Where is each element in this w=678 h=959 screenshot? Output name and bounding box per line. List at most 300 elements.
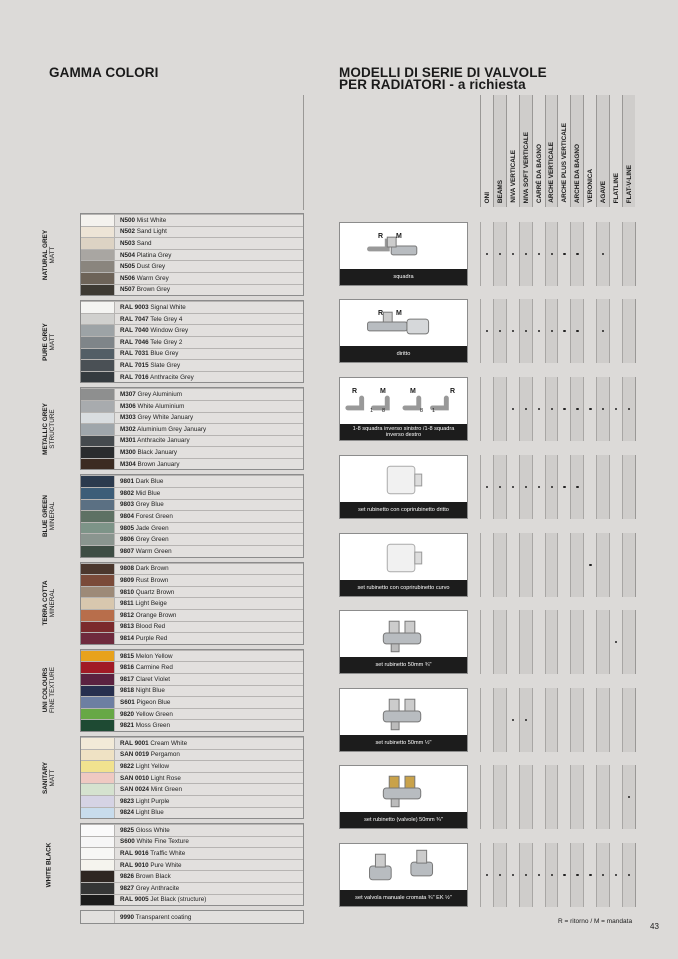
color-label: Quartz Brown bbox=[134, 588, 175, 596]
availability-cell bbox=[532, 610, 545, 674]
availability-cell bbox=[493, 843, 506, 907]
color-label: Jet Black (structure) bbox=[148, 896, 207, 904]
availability-dot bbox=[576, 330, 578, 332]
model-column-header bbox=[622, 95, 635, 207]
availability-cell bbox=[583, 688, 596, 752]
color-code: 9808 bbox=[120, 565, 135, 573]
color-row bbox=[81, 737, 303, 749]
color-row bbox=[81, 301, 303, 313]
color-code: RAL 7016 bbox=[120, 373, 149, 381]
availability-cell bbox=[532, 765, 545, 829]
color-name bbox=[115, 740, 187, 747]
valve-row bbox=[339, 377, 635, 441]
availability-cell bbox=[583, 455, 596, 519]
color-label: Pigeon Blue bbox=[134, 698, 171, 706]
availability-dot bbox=[499, 253, 501, 255]
color-code: 9815 bbox=[120, 652, 135, 660]
availability-dot bbox=[602, 330, 604, 332]
availability-dot bbox=[628, 874, 630, 876]
color-code: RAL 9016 bbox=[120, 850, 149, 858]
model-name: AGAVE bbox=[599, 180, 607, 203]
group-name: SANITARY bbox=[42, 761, 49, 794]
availability-dot bbox=[551, 874, 553, 876]
availability-dot bbox=[512, 330, 514, 332]
color-label: Anthracite Grey bbox=[148, 373, 194, 381]
availability-dot bbox=[563, 253, 565, 255]
availability-cell bbox=[545, 299, 558, 363]
color-swatch bbox=[81, 860, 115, 871]
color-label: Claret Violet bbox=[134, 675, 170, 683]
availability-cell bbox=[583, 533, 596, 597]
availability-dot bbox=[512, 253, 514, 255]
color-name bbox=[115, 490, 160, 497]
availability-cell bbox=[519, 299, 532, 363]
color-swatch bbox=[81, 372, 115, 383]
color-label: Sand bbox=[135, 239, 152, 247]
color-label: Tele Grey 2 bbox=[148, 338, 183, 346]
model-name: NIVA VERTICALE bbox=[509, 150, 517, 203]
table-border bbox=[635, 688, 636, 752]
availability-dot bbox=[563, 874, 565, 876]
group-finish: FINE TEXTURE bbox=[49, 667, 56, 714]
color-group bbox=[42, 300, 304, 383]
color-row bbox=[81, 661, 303, 673]
color-name bbox=[115, 687, 165, 694]
valve-caption: diritto bbox=[340, 346, 467, 362]
availability-cell bbox=[545, 222, 558, 286]
color-swatch bbox=[81, 564, 115, 575]
page-title-colors: GAMMA COLORI bbox=[49, 65, 159, 80]
color-code: 9827 bbox=[120, 884, 135, 892]
color-name bbox=[115, 339, 182, 346]
color-swatch bbox=[81, 261, 115, 272]
availability-dot bbox=[512, 874, 514, 876]
color-row bbox=[81, 400, 303, 412]
color-label: Pure White bbox=[148, 861, 182, 869]
color-code: 9823 bbox=[120, 797, 135, 805]
color-label: Gloss White bbox=[134, 826, 170, 834]
valve-card bbox=[339, 688, 468, 752]
availability-cell bbox=[557, 610, 570, 674]
color-swatch bbox=[81, 401, 115, 412]
valve-caption: set rubinetto 50mm ¾" bbox=[340, 657, 467, 673]
valve-port-label: M bbox=[380, 388, 386, 395]
availability-cell bbox=[519, 765, 532, 829]
color-swatch bbox=[81, 848, 115, 859]
color-label: Transparent coating bbox=[134, 913, 192, 921]
color-code: SAN 0010 bbox=[120, 774, 150, 782]
availability-cell bbox=[480, 688, 493, 752]
color-name bbox=[115, 722, 170, 729]
color-swatch bbox=[81, 500, 115, 511]
valve-port-label: R bbox=[378, 310, 384, 317]
color-label: Blood Red bbox=[134, 623, 166, 631]
availability-dot bbox=[525, 330, 527, 332]
color-name bbox=[115, 461, 180, 468]
availability-cell bbox=[480, 455, 493, 519]
model-name: ARCHE VERTICALE bbox=[548, 142, 556, 203]
model-name: ONI bbox=[483, 191, 491, 203]
valve-caption: set rubinetto con coprirubinetto curvo bbox=[340, 580, 467, 596]
availability-dot bbox=[486, 874, 488, 876]
valve-row bbox=[339, 533, 635, 597]
color-row bbox=[81, 836, 303, 848]
color-code: 9814 bbox=[120, 634, 135, 642]
group-name: BLUE GREEN bbox=[42, 495, 49, 537]
availability-cell bbox=[609, 688, 622, 752]
color-group bbox=[42, 562, 304, 645]
color-name bbox=[115, 403, 184, 410]
color-label: Light Beige bbox=[133, 600, 167, 608]
availability-cell bbox=[545, 843, 558, 907]
color-name bbox=[115, 362, 180, 369]
color-swatch bbox=[81, 273, 115, 284]
availability-cell bbox=[519, 610, 532, 674]
availability-cell bbox=[506, 765, 519, 829]
color-name bbox=[115, 786, 182, 793]
color-code: 9821 bbox=[120, 722, 135, 730]
color-row bbox=[81, 522, 303, 534]
availability-cell bbox=[622, 377, 635, 441]
availability-cell bbox=[622, 688, 635, 752]
valve-image bbox=[340, 223, 467, 271]
color-code: 9990 bbox=[120, 913, 135, 921]
color-row bbox=[81, 475, 303, 487]
valve-size-label: 8 bbox=[382, 408, 386, 414]
availability-cell bbox=[493, 455, 506, 519]
availability-cell bbox=[596, 299, 609, 363]
availability-cell bbox=[493, 610, 506, 674]
valve-port-label: R bbox=[450, 388, 456, 395]
color-name bbox=[115, 525, 169, 532]
valve-caption: 1-8 squadra inverso sinistro /1-8 squadra inverso destro bbox=[340, 424, 467, 440]
color-row bbox=[81, 423, 303, 435]
table-border bbox=[635, 765, 636, 829]
availability-cell bbox=[622, 765, 635, 829]
color-swatch bbox=[81, 911, 115, 923]
model-column-header bbox=[583, 95, 596, 207]
color-label: Cream White bbox=[148, 739, 188, 747]
color-label: Forest Green bbox=[134, 513, 173, 521]
availability-dot bbox=[628, 796, 630, 798]
color-code: 9813 bbox=[120, 623, 135, 631]
color-label: Melon Yellow bbox=[134, 652, 173, 660]
color-row bbox=[81, 412, 303, 424]
table-border bbox=[635, 533, 636, 597]
color-label: Yellow Green bbox=[134, 710, 173, 718]
color-label: Signal White bbox=[148, 303, 186, 311]
color-row bbox=[81, 371, 303, 383]
valve-image bbox=[340, 378, 467, 426]
color-row bbox=[81, 487, 303, 499]
availability-cell bbox=[557, 765, 570, 829]
color-name bbox=[115, 327, 188, 334]
color-swatch bbox=[81, 215, 115, 226]
color-name bbox=[115, 809, 164, 816]
availability-cell bbox=[609, 299, 622, 363]
color-row bbox=[81, 533, 303, 545]
valve-caption: set rubinetto 50mm ½" bbox=[340, 735, 467, 751]
color-label: Purple Red bbox=[134, 634, 168, 642]
color-code: 9816 bbox=[120, 664, 135, 672]
color-label: Mid Blue bbox=[134, 489, 161, 497]
valve-size-label: 8 bbox=[420, 408, 424, 414]
availability-dot bbox=[602, 253, 604, 255]
color-name bbox=[115, 286, 170, 293]
color-swatch bbox=[81, 360, 115, 371]
color-swatch bbox=[81, 720, 115, 731]
color-name bbox=[115, 374, 194, 381]
color-label: Warm Green bbox=[134, 547, 172, 555]
color-label: Window Grey bbox=[148, 327, 189, 335]
availability-cell bbox=[583, 610, 596, 674]
color-row bbox=[81, 783, 303, 795]
color-swatch bbox=[81, 314, 115, 325]
availability-dot bbox=[551, 486, 553, 488]
color-label: Slate Grey bbox=[148, 361, 181, 369]
color-name bbox=[115, 896, 206, 903]
color-swatch bbox=[81, 511, 115, 522]
color-row bbox=[81, 673, 303, 685]
color-row bbox=[81, 749, 303, 761]
color-row bbox=[81, 708, 303, 720]
color-code: M301 bbox=[120, 437, 136, 445]
page-title-valves bbox=[339, 67, 547, 91]
valve-image bbox=[340, 456, 467, 504]
valve-port-label: M bbox=[410, 388, 416, 395]
availability-dot bbox=[486, 330, 488, 332]
availability-dot bbox=[525, 253, 527, 255]
availability-cell bbox=[609, 533, 622, 597]
availability-cell bbox=[493, 377, 506, 441]
color-code: M300 bbox=[120, 449, 136, 457]
availability-dot bbox=[525, 719, 527, 721]
availability-cell bbox=[480, 843, 493, 907]
color-code: 9818 bbox=[120, 687, 135, 695]
color-row bbox=[81, 760, 303, 772]
color-name bbox=[115, 653, 173, 660]
group-name: NATURAL GREY bbox=[42, 229, 49, 280]
color-row bbox=[81, 719, 303, 731]
availability-cell bbox=[596, 610, 609, 674]
color-code: 9825 bbox=[120, 826, 135, 834]
availability-cell bbox=[493, 765, 506, 829]
color-name bbox=[115, 478, 163, 485]
color-label: Pergamon bbox=[149, 751, 180, 759]
availability-cell bbox=[570, 688, 583, 752]
valve-caption: set rubinetto con coprirubinetto dritto bbox=[340, 502, 467, 518]
availability-cell bbox=[583, 222, 596, 286]
model-column-header bbox=[493, 95, 506, 207]
color-row bbox=[81, 685, 303, 697]
availability-cell bbox=[622, 222, 635, 286]
color-code: 9817 bbox=[120, 675, 135, 683]
valve-card bbox=[339, 377, 468, 441]
color-swatch bbox=[81, 587, 115, 598]
valve-row bbox=[339, 843, 635, 907]
color-name bbox=[115, 437, 190, 444]
valve-caption: squadra bbox=[340, 269, 467, 285]
color-label: Brown Black bbox=[134, 873, 171, 881]
color-name bbox=[115, 275, 169, 282]
availability-cell bbox=[557, 688, 570, 752]
color-code: 9803 bbox=[120, 501, 135, 509]
availability-cell bbox=[583, 765, 596, 829]
valve-card bbox=[339, 299, 468, 363]
availability-dot bbox=[563, 408, 565, 410]
color-swatch bbox=[81, 773, 115, 784]
color-swatch bbox=[81, 761, 115, 772]
color-code: M302 bbox=[120, 425, 136, 433]
availability-dot bbox=[589, 874, 591, 876]
color-code: 9801 bbox=[120, 478, 135, 486]
color-name bbox=[115, 827, 170, 834]
color-row bbox=[81, 586, 303, 598]
availability-cell bbox=[596, 843, 609, 907]
color-label: Jade Green bbox=[134, 524, 169, 532]
color-name bbox=[115, 304, 186, 311]
color-name bbox=[115, 623, 165, 630]
color-label: Warm Grey bbox=[135, 274, 169, 282]
availability-dot bbox=[538, 486, 540, 488]
color-row bbox=[81, 359, 303, 371]
color-group bbox=[42, 213, 304, 296]
availability-cell bbox=[480, 299, 493, 363]
valve-card bbox=[339, 765, 468, 829]
availability-cell bbox=[532, 222, 545, 286]
model-name: VERONICA bbox=[586, 169, 594, 203]
valve-port-label: R bbox=[378, 233, 384, 240]
model-column-header bbox=[596, 95, 609, 207]
availability-dot bbox=[589, 408, 591, 410]
color-swatch bbox=[81, 523, 115, 534]
color-name bbox=[115, 775, 181, 782]
group-finish: STRUCTURE bbox=[49, 409, 56, 449]
availability-cell bbox=[480, 377, 493, 441]
color-name bbox=[115, 252, 171, 259]
color-swatch bbox=[81, 476, 115, 487]
availability-dot bbox=[589, 564, 591, 566]
color-row bbox=[81, 226, 303, 238]
color-swatch bbox=[81, 796, 115, 807]
color-swatch bbox=[81, 738, 115, 749]
group-finish: MINERAL bbox=[49, 589, 56, 618]
availability-dot bbox=[551, 253, 553, 255]
color-code: 9805 bbox=[120, 524, 135, 532]
color-code: M307 bbox=[120, 391, 136, 399]
color-group bbox=[45, 823, 304, 906]
color-code: 9811 bbox=[120, 600, 134, 608]
availability-dot bbox=[486, 486, 488, 488]
color-row bbox=[81, 621, 303, 633]
color-code: RAL 7047 bbox=[120, 315, 149, 323]
color-group bbox=[42, 474, 304, 557]
valve-image bbox=[340, 844, 467, 892]
color-swatch bbox=[81, 447, 115, 458]
color-code: RAL 9010 bbox=[120, 861, 149, 869]
availability-cell bbox=[609, 377, 622, 441]
availability-dot bbox=[499, 874, 501, 876]
color-label: Dark Blue bbox=[134, 478, 164, 486]
valve-size-label: 1 bbox=[370, 408, 374, 414]
availability-cell bbox=[506, 222, 519, 286]
availability-dot bbox=[525, 874, 527, 876]
valve-port-label: R bbox=[352, 388, 358, 395]
color-row bbox=[81, 574, 303, 586]
color-label: Anthracite January bbox=[135, 437, 190, 445]
table-border bbox=[635, 377, 636, 441]
model-name: FLATLINE bbox=[612, 172, 620, 203]
model-name: BEAMS bbox=[496, 179, 504, 203]
color-code: M304 bbox=[120, 460, 136, 468]
color-label: Carmine Red bbox=[134, 664, 173, 672]
color-name bbox=[115, 699, 170, 706]
availability-cell bbox=[519, 377, 532, 441]
model-column-header bbox=[480, 95, 493, 207]
color-name bbox=[115, 577, 168, 584]
model-column-header bbox=[519, 95, 532, 207]
valve-card bbox=[339, 455, 468, 519]
valve-image bbox=[340, 534, 467, 582]
color-code: 9807 bbox=[120, 547, 135, 555]
color-row bbox=[81, 446, 303, 458]
availability-dot bbox=[551, 408, 553, 410]
color-name bbox=[115, 850, 185, 857]
group-finish: MINERAL bbox=[49, 501, 56, 531]
color-label: Aluminium Grey January bbox=[135, 425, 207, 433]
availability-dot bbox=[576, 253, 578, 255]
color-row bbox=[81, 284, 303, 296]
color-name bbox=[115, 600, 167, 607]
availability-dot bbox=[563, 330, 565, 332]
color-swatch bbox=[81, 895, 115, 906]
availability-dot bbox=[615, 874, 617, 876]
color-name bbox=[115, 612, 176, 619]
availability-cell bbox=[493, 688, 506, 752]
color-label: Light Yellow bbox=[134, 762, 170, 770]
color-name bbox=[115, 565, 169, 572]
color-code: N505 bbox=[120, 263, 136, 271]
legend-note: R = ritorno / M = mandata bbox=[558, 918, 633, 925]
color-name bbox=[115, 316, 182, 323]
availability-cell bbox=[609, 610, 622, 674]
title-line-1: MODELLI DI SERIE DI VALVOLE bbox=[339, 65, 547, 80]
color-code: RAL 9005 bbox=[120, 896, 149, 904]
availability-cell bbox=[570, 299, 583, 363]
color-label: Brown Grey bbox=[135, 286, 171, 294]
color-code: M306 bbox=[120, 402, 136, 410]
color-code: 9804 bbox=[120, 513, 135, 521]
color-row bbox=[81, 632, 303, 644]
availability-dot bbox=[512, 486, 514, 488]
color-row bbox=[81, 435, 303, 447]
color-label: Black January bbox=[135, 449, 178, 457]
availability-cell bbox=[570, 222, 583, 286]
page-number: 43 bbox=[650, 922, 659, 931]
model-column-header bbox=[506, 95, 519, 207]
color-code: RAL 7031 bbox=[120, 350, 149, 358]
valve-size-label: 1 bbox=[432, 408, 436, 414]
availability-cell bbox=[622, 299, 635, 363]
model-name: CARRÉ DA BAGNO bbox=[535, 143, 543, 203]
color-row bbox=[81, 859, 303, 871]
availability-cell bbox=[622, 610, 635, 674]
color-code: SAN 0019 bbox=[120, 751, 150, 759]
color-label: Rust Brown bbox=[134, 577, 169, 585]
availability-cell bbox=[557, 222, 570, 286]
divider-line bbox=[303, 95, 304, 210]
color-row bbox=[81, 847, 303, 859]
